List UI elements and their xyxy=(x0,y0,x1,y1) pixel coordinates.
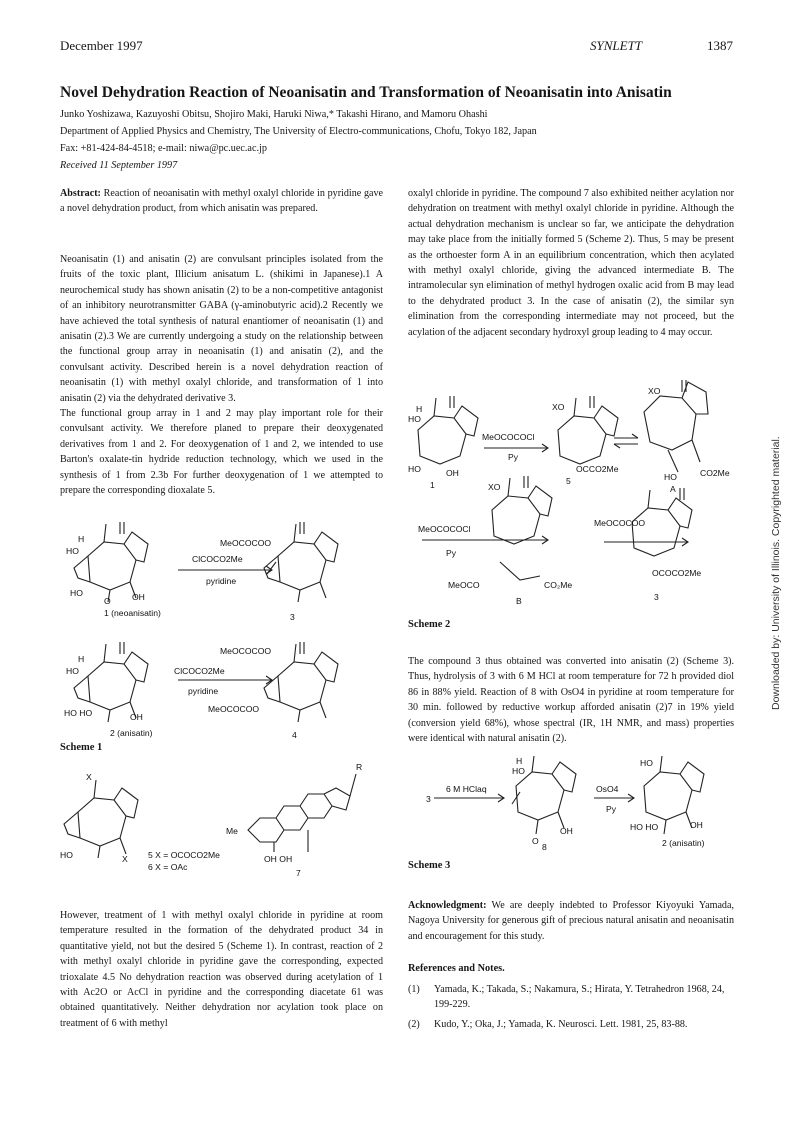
author-list: Junko Yoshizawa, Kazuyoshi Obitsu, Shojiro Maki, Haruki Niwa,* Takashi Hirano, and Mamoru Ohashi xyxy=(60,109,488,120)
scheme-1-figure xyxy=(60,512,400,882)
svg-text:CO₂Me: CO₂Me xyxy=(544,580,573,590)
svg-text:HO: HO xyxy=(66,666,79,676)
s2-compound-A: A xyxy=(670,484,676,494)
abstract-label: Abstract: xyxy=(60,188,101,199)
affiliation: Department of Applied Physics and Chemistry, The University of Electro-communications, Chofu, Tokyo 182, Japan xyxy=(60,126,537,137)
body-col2-mid xyxy=(408,654,734,746)
article-title: Novel Dehydration Reaction of Neoanisatin and Transformation of Neoanisatin into Anisatin xyxy=(60,84,672,101)
svg-text:OH: OH xyxy=(130,712,143,722)
s2-py: Py xyxy=(508,452,519,462)
scheme1-reagent-2: ClCOCO2Me xyxy=(174,666,225,676)
compound-2-label: 2 (anisatin) xyxy=(110,728,153,738)
s3-py: Py xyxy=(606,804,617,814)
s2-ococo2me: OCCO2Me xyxy=(576,464,619,474)
contact-info: Fax: +81-424-84-4518; e-mail: niwa@pc.uec.ac.jp xyxy=(60,143,267,154)
scheme1-meococoo-c: MeOCOCOO xyxy=(208,704,260,714)
svg-text:HO HO: HO HO xyxy=(64,708,93,718)
received-date: Received 11 September 1997 xyxy=(60,160,178,171)
svg-text:OH OH: OH OH xyxy=(264,854,293,864)
s3-compound-2: 2 (anisatin) xyxy=(662,838,705,848)
body-paragraph-hydrolysis: The compound 3 thus obtained was converted into anisatin (2) (Scheme 3). Thus, hydrolysis of 3 with 6 M HCl at room temperature for 72 h provided diol 86 in 88% yield. Reaction of 8 with OsO4 in pyridine at room temperature for 30 min. followed by reductive workup afforded anisatin (2)7 in 19% yield (conversion yield 68%), whose spectral (IR, 1H NMR, and mass) properties were identical with natural anisatin (2). xyxy=(408,656,734,745)
svg-text:HO: HO xyxy=(66,546,79,556)
s3-compound-3: 3 xyxy=(426,794,431,804)
s2-py-b: Py xyxy=(446,548,457,558)
svg-text:H: H xyxy=(78,654,85,664)
svg-text:HO: HO xyxy=(664,472,677,482)
body-paragraph-dehydration: However, treatment of 1 with methyl oxalyl chloride in pyridine at room temperature resulted in the formation of the dehydrated product 34 in quantitative yield, not but the desired 5 (Scheme 1). In contrast, reaction of 2 with methyl oxalyl chloride in pyridine gave the corresponding, expected trioxalate 4.5 No dehydration reaction was observed during acetylation of 1 with Ac2O or AcCl in pyridine and the corresponding diacetate 61 was obtained quantitatively. Neither dehydration nor acylation took place on treatment of 6 with methyl xyxy=(60,910,383,1029)
compound-5-label: 5 X = OCOCO2Me xyxy=(148,850,220,860)
watermark-text: Downloaded by: University of Illinois. Copyrighted material. xyxy=(770,436,782,710)
svg-text:OH: OH xyxy=(560,826,573,836)
compound-4-label: 4 xyxy=(292,730,297,740)
s2-xo-a: XO xyxy=(552,402,565,412)
scheme1-pyridine-2: pyridine xyxy=(188,686,219,696)
running-header-journal: SYNLETT xyxy=(590,38,643,53)
download-watermark xyxy=(770,410,790,710)
s2-compound-3: 3 xyxy=(654,592,659,602)
scheme-3-label: Scheme 3 xyxy=(408,860,451,871)
scheme-3-figure xyxy=(408,752,738,852)
svg-text:X: X xyxy=(86,772,92,782)
steroid-me-label: Me xyxy=(226,826,238,836)
svg-text:H: H xyxy=(416,404,423,414)
svg-text:H: H xyxy=(78,534,85,544)
acknowledgment-text: We are deeply indebted to Professor Kiyoyuki Yamada, Nagoya University for generous gift of precious natural anisatin and neoanisatin and encouragement for this study. xyxy=(408,900,734,942)
svg-text:HO: HO xyxy=(408,464,421,474)
svg-text:XO: XO xyxy=(648,386,661,396)
page-number: 1387 xyxy=(707,38,733,53)
scheme1-meococoo-b: MeOCOCOO xyxy=(220,646,272,656)
compound-3-label: 3 xyxy=(290,612,295,622)
body-col2-top xyxy=(408,186,734,340)
s3-reagent-2: OsO4 xyxy=(596,784,619,794)
svg-text:O: O xyxy=(104,596,111,606)
svg-text:HO: HO xyxy=(60,850,73,860)
compound-7-label: 7 xyxy=(296,868,301,878)
scheme-2-label: Scheme 2 xyxy=(408,619,451,630)
body-col1-bottom xyxy=(60,908,383,1031)
s2-compound-1: 1 xyxy=(430,480,435,490)
svg-text:X: X xyxy=(122,854,128,864)
svg-text:O: O xyxy=(532,836,539,846)
compound-1-label: 1 (neoanisatin) xyxy=(104,608,161,618)
svg-text:HO HO: HO HO xyxy=(630,822,659,832)
s2-reagent: MeOCOCOCl xyxy=(482,432,535,442)
s2-ococo2me-b: OCOCO2Me xyxy=(652,568,702,578)
scheme1-pyridine-1: pyridine xyxy=(206,576,237,586)
abstract-text: Reaction of neoanisatin with methyl oxalyl chloride in pyridine gave a novel dehydration product, from which anisatin was prepared. xyxy=(60,188,383,215)
running-header-date: December 1997 xyxy=(60,38,143,53)
s2-compound-5: 5 xyxy=(566,476,571,486)
svg-text:H: H xyxy=(516,756,523,766)
intro-paragraph-2: The functional group array in 1 and 2 may play important role for their convulsant activity. We therefore planed to prepare their deoxygenated derivatives from 1 and 2. For deoxygenation of 1 and 2, we intended to use Barton's oxalate-tin hydride reduction technology, which we used in the synthesis of 1 from 2.3b For further deoxygenation of 1 we attempted to prepare the corresponding dioxalate 5. xyxy=(60,408,383,497)
svg-text:OH: OH xyxy=(690,820,703,830)
svg-text:HO: HO xyxy=(512,766,525,776)
steroid-r-label: R xyxy=(356,762,363,772)
svg-text:OH: OH xyxy=(446,468,459,478)
s3-compound-8: 8 xyxy=(542,842,547,852)
acknowledgment xyxy=(408,898,734,944)
svg-text:OH: OH xyxy=(132,592,145,602)
svg-text:HO: HO xyxy=(70,588,83,598)
reference-2-text: Kudo, Y.; Oka, J.; Yamada, K. Neurosci. Lett. 1981, 25, 83-88. xyxy=(434,1019,688,1030)
compound-6-label: 6 X = OAc xyxy=(148,862,188,872)
scheme-2-figure xyxy=(408,372,764,612)
references-title: References and Notes. xyxy=(408,963,505,974)
scheme1-meococoo-a: MeOCOCOO xyxy=(220,538,272,548)
body-paragraph-mechanism: oxalyl chloride in pyridine. The compound 7 also exhibited neither acylation nor dehydration on treatment with methyl oxalyl chloride in pyridine. Although the actual dehydration mechanism is unclear so far, we anticipate the dehydration may take place from the initially formed 5 (Scheme 2). Thus, 5 may be present as the orthoester form A in an equilibrium concentration, which then acylated with methyl oxalyl chloride, giving the advanced intermediate B. The intramolecular syn elimination of methyl hydrogen oxalic acid from B may lead to the dehydrated product 3. In the case of anisatin (2), the similar syn elimination from the corresponding intermediate may not proceed, but the acylation of the adjacent secondary hydroxyl group leading to 4 may occur. xyxy=(408,188,734,338)
reference-1-number: (1) xyxy=(408,984,420,995)
abstract xyxy=(60,186,383,217)
s3-reagent-1: 6 M HClaq xyxy=(446,784,487,794)
s2-reagent-b: MeOCOCOCl xyxy=(418,524,471,534)
intro-paragraph-1: Neoanisatin (1) and anisatin (2) are convulsant principles isolated from the fruits of the toxic plant, Illicium anisatum L. (shikimi in Japanese).1 A neurochemical study has shown anisatin (2) to be a non-competitive antagonist of an inhibitory neurotransmitter GABA (γ-aminobutyric acid).2 Recently we have achieved the total synthesis of natural enantiomer of neoanisatin (1) and anisatin (2).3 We are currently undergoing a study on the relationship between the functional group array in neoanisatin (1) and anisatin (2), and the convulsant activity. Described herein is a novel dehydration reaction of neoanisatin (1) with methyl oxalyl chloride, and transformation of 1 into anisatin (2) via the dehydrated derivative 3. xyxy=(60,254,383,404)
s2-co2me: CO2Me xyxy=(700,468,730,478)
scheme1-reagent-1: ClCOCO2Me xyxy=(192,554,243,564)
reference-2-number: (2) xyxy=(408,1019,420,1030)
intro-section xyxy=(60,252,383,499)
svg-text:HO: HO xyxy=(408,414,421,424)
svg-text:XO: XO xyxy=(488,482,501,492)
s2-compound-B: B xyxy=(516,596,522,606)
acknowledgment-label: Acknowledgment: xyxy=(408,900,487,911)
scheme-1-label: Scheme 1 xyxy=(60,742,103,753)
s2-meoco: MeOCO xyxy=(448,580,480,590)
reference-1-text: Yamada, K.; Takada, S.; Nakamura, S.; Hirata, Y. Tetrahedron 1968, 24, 199-229. xyxy=(434,984,725,1010)
s2-meococoo: MeOCOCOO xyxy=(594,518,646,528)
svg-text:HO: HO xyxy=(640,758,653,768)
